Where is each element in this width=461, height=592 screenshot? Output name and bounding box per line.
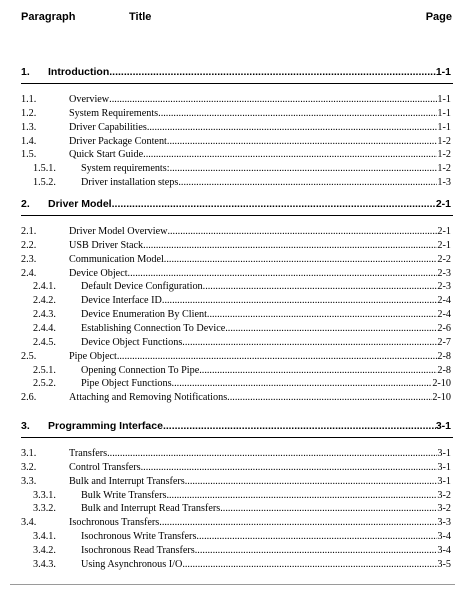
toc-entry-number: 2.4. — [21, 267, 37, 279]
toc-subsection-row[interactable] — [0, 323, 461, 335]
dot-leader — [220, 503, 437, 514]
toc-section-row[interactable] — [0, 240, 461, 252]
toc-chapter-page: 3-1 — [435, 420, 451, 432]
dot-leader — [107, 448, 437, 459]
toc-entry-number: 1.5.2. — [33, 177, 56, 189]
toc-entry-title: System requirements: — [81, 163, 170, 175]
dot-leader — [182, 559, 437, 570]
toc-entry-number: 3.2. — [21, 461, 37, 473]
toc-entry-title: Establishing Connection To Device. — [81, 322, 228, 334]
toc-entry-number: 2.5.1. — [33, 364, 56, 376]
toc-entry-title: Isochronous Write Transfers — [81, 531, 197, 543]
dot-leader — [202, 365, 438, 376]
toc-entry-page: 2-4 — [437, 309, 451, 321]
toc-entry-number: 3.3.1. — [33, 489, 56, 501]
dot-leader — [159, 517, 437, 528]
paragraph-column-heading: Paragraph — [21, 11, 76, 23]
toc-entry-title: Driver Model Overview — [69, 226, 168, 237]
toc-entry-title: Isochronous Read Transfers — [81, 545, 195, 556]
dot-leader — [143, 240, 437, 251]
toc-entry-page: 2-8 — [437, 364, 451, 376]
toc-subsection-row[interactable] — [0, 163, 461, 175]
toc-subsection-row[interactable] — [0, 337, 461, 349]
toc-entry-title: Using Asynchronous I/O — [81, 558, 183, 570]
toc-entry-page: 3-3 — [437, 517, 451, 529]
toc-section-row[interactable] — [0, 136, 461, 148]
toc-entry-title: Driver installation steps. — [81, 177, 181, 189]
dot-leader — [209, 309, 437, 320]
dot-leader — [166, 490, 437, 501]
toc-entry-title: Device Interface ID. — [81, 295, 165, 307]
toc-entry-title: Device Object. — [69, 267, 131, 279]
toc-subsection-row[interactable] — [0, 531, 461, 543]
toc-chapter-number: 1. — [21, 66, 30, 78]
toc-section-row[interactable] — [0, 108, 461, 120]
dot-leader — [174, 378, 432, 389]
toc-subsection-row[interactable] — [0, 559, 461, 571]
toc-chapter-title: Introduction — [48, 66, 110, 78]
toc-entry-page: 2-6 — [437, 322, 451, 334]
toc-entry-page: 1-1 — [437, 107, 451, 119]
toc-section-row[interactable] — [0, 462, 461, 474]
toc-entry-page: 2-2 — [437, 253, 451, 265]
toc-section-row[interactable] — [0, 254, 461, 266]
toc-entry-number: 2.2. — [21, 239, 37, 251]
toc-entry-page: 2-3 — [437, 267, 451, 279]
toc-entry-title: Bulk and Interrupt Read Transfers — [81, 503, 221, 515]
toc-entry-number: 1.3. — [21, 121, 37, 133]
toc-entry-page: 2-1 — [437, 239, 451, 251]
toc-section-row[interactable] — [0, 226, 461, 238]
toc-entry-number: 2.6. — [21, 392, 37, 404]
page-bottom-rule — [10, 584, 455, 585]
toc-entry-page: 3-1 — [437, 475, 451, 487]
dot-leader — [163, 420, 436, 432]
toc-entry-number: 3.3. — [21, 475, 37, 487]
dot-leader — [167, 226, 437, 237]
toc-entry-number: 2.5.2. — [33, 378, 56, 390]
toc-entry-page: 3-1 — [437, 448, 451, 459]
toc-entry-page: 2-7 — [437, 336, 451, 348]
toc-subsection-row[interactable] — [0, 177, 461, 189]
dot-leader — [181, 177, 438, 188]
toc-chapter-page: 2-1 — [435, 198, 451, 210]
toc-entry-number: 2.4.2. — [33, 295, 56, 307]
toc-entry-title: Opening Connection To Pipe. — [81, 364, 202, 376]
dot-leader — [143, 462, 437, 473]
toc-entry-page: 3-5 — [437, 558, 451, 570]
toc-chapter-page: 1-1 — [435, 66, 451, 78]
toc-entry-title: Transfers — [69, 448, 108, 459]
title-column-heading: Title — [129, 11, 152, 23]
toc-chapter-title: Driver Model. — [48, 198, 115, 210]
dot-leader — [205, 281, 437, 292]
toc-entry-number: 3.4.1. — [33, 531, 56, 543]
dot-leader — [119, 351, 437, 362]
toc-entry-number: 1.5. — [21, 149, 37, 161]
toc-entry-page: 2-4 — [437, 295, 451, 307]
toc-entry-number: 2.4.3. — [33, 309, 56, 321]
dot-leader — [109, 66, 436, 78]
dot-leader — [228, 323, 438, 334]
toc-entry-number: 3.4.3. — [33, 558, 56, 570]
toc-entry-title: Default Device Configuration. — [81, 281, 206, 293]
toc-entry-title: Device Enumeration By Client. — [81, 309, 210, 321]
toc-entry-title: Driver Capabilities — [69, 121, 147, 133]
toc-entry-number: 2.5. — [21, 350, 37, 362]
toc-entry-page: 3-2 — [437, 489, 451, 501]
dot-leader — [182, 337, 437, 348]
toc-entry-title: Pipe Object Functions. — [81, 378, 175, 390]
toc-entry-page: 2-10 — [432, 378, 451, 390]
toc-entry-title: Bulk and Interrupt Transfers — [69, 475, 185, 487]
dot-leader — [167, 136, 438, 147]
chapter-divider — [21, 83, 453, 84]
dot-leader — [130, 268, 437, 279]
toc-section-row[interactable] — [0, 476, 461, 488]
toc-entry-title: USB Driver Stack — [69, 239, 144, 251]
toc-entry-title: Overview — [69, 94, 110, 105]
toc-entry-number: 1.5.1. — [33, 163, 56, 175]
toc-section-row[interactable] — [0, 94, 461, 106]
dot-leader — [164, 295, 437, 306]
toc-header — [0, 0, 461, 30]
toc-section-row[interactable] — [0, 517, 461, 529]
dot-leader — [115, 198, 436, 210]
toc-entry-number: 3.4. — [21, 517, 37, 529]
toc-chapter-row[interactable] — [0, 66, 461, 80]
toc-entry-page: 2-8 — [437, 350, 451, 362]
toc-subsection-row[interactable] — [0, 281, 461, 293]
toc-section-row[interactable] — [0, 351, 461, 363]
toc-entry-title: Attaching and Removing Notifications — [69, 392, 228, 404]
toc-entry-number: 3.1. — [21, 448, 37, 459]
toc-section-row[interactable] — [0, 268, 461, 280]
toc-entry-page: 1-2 — [437, 149, 451, 161]
toc-entry-page: 3-1 — [437, 461, 451, 473]
toc-entry-title: Driver Package Content — [69, 135, 167, 147]
toc-subsection-row[interactable] — [0, 309, 461, 321]
toc-entry-title: Pipe Object. — [69, 350, 120, 362]
toc-entry-page: 3-2 — [437, 503, 451, 515]
toc-chapter-row[interactable] — [0, 198, 461, 212]
toc-entry-title: Quick Start Guide — [69, 149, 144, 161]
dot-leader — [185, 476, 438, 487]
dot-leader — [170, 163, 438, 174]
toc-entry-page: 1-1 — [437, 121, 451, 133]
toc-entry-number: 1.4. — [21, 135, 37, 147]
toc-chapter-title: Programming Interface — [48, 420, 163, 432]
toc-entry-page: 2-3 — [437, 281, 451, 293]
toc-entry-title: Bulk Write Transfers — [81, 489, 167, 501]
toc-section-row[interactable] — [0, 122, 461, 134]
chapter-divider — [21, 437, 453, 438]
toc-entry-title: Control Transfers. — [69, 461, 144, 473]
dot-leader — [143, 149, 437, 160]
dot-leader — [166, 254, 437, 265]
dot-leader — [147, 122, 438, 133]
toc-entry-number: 2.1. — [21, 226, 37, 237]
dot-leader — [227, 392, 432, 403]
toc-entry-number: 1.2. — [21, 107, 37, 119]
toc-subsection-row[interactable] — [0, 295, 461, 307]
dot-leader — [195, 545, 438, 556]
toc-entry-page: 1-2 — [437, 135, 451, 147]
toc-section-row[interactable] — [0, 149, 461, 161]
toc-chapter-row[interactable] — [0, 420, 461, 434]
toc-section-row[interactable] — [0, 392, 461, 404]
toc-entry-page: 1-1 — [437, 94, 451, 105]
toc-entry-title: System Requirements — [69, 107, 159, 119]
toc-subsection-row[interactable] — [0, 545, 461, 557]
toc-entry-number: 3.4.2. — [33, 545, 56, 556]
dot-leader — [109, 94, 437, 105]
toc-entry-page: 1-2 — [437, 163, 451, 175]
toc-entry-number: 1.1. — [21, 94, 37, 105]
toc-entry-page: 2-10 — [432, 392, 451, 404]
chapter-divider — [21, 215, 453, 216]
toc-section-row[interactable] — [0, 448, 461, 460]
page-column-heading: Page — [425, 11, 452, 23]
dot-leader — [158, 108, 437, 119]
toc-entry-number: 2.4.1. — [33, 281, 56, 293]
toc-entry-title: Isochronous Transfers — [69, 517, 160, 529]
toc-entry-title: Device Object Functions — [81, 336, 183, 348]
toc-entry-number: 3.3.2. — [33, 503, 56, 515]
toc-entry-page: 2-1 — [437, 226, 451, 237]
toc-entry-number: 2.4.5. — [33, 336, 56, 348]
toc-chapter-number: 3. — [21, 420, 30, 432]
toc-entry-number: 2.3. — [21, 253, 37, 265]
toc-entry-page: 3-4 — [437, 545, 451, 556]
toc-chapter-number: 2. — [21, 198, 30, 210]
toc-subsection-row[interactable] — [0, 365, 461, 377]
toc-entry-title: Communication Model. — [69, 253, 167, 265]
toc-entry-page: 1-3 — [437, 177, 451, 189]
toc-entry-page: 3-4 — [437, 531, 451, 543]
dot-leader — [196, 531, 437, 542]
toc-subsection-row[interactable] — [0, 490, 461, 502]
toc-subsection-row[interactable] — [0, 378, 461, 390]
toc-entry-number: 2.4.4. — [33, 322, 56, 334]
toc-subsection-row[interactable] — [0, 503, 461, 515]
